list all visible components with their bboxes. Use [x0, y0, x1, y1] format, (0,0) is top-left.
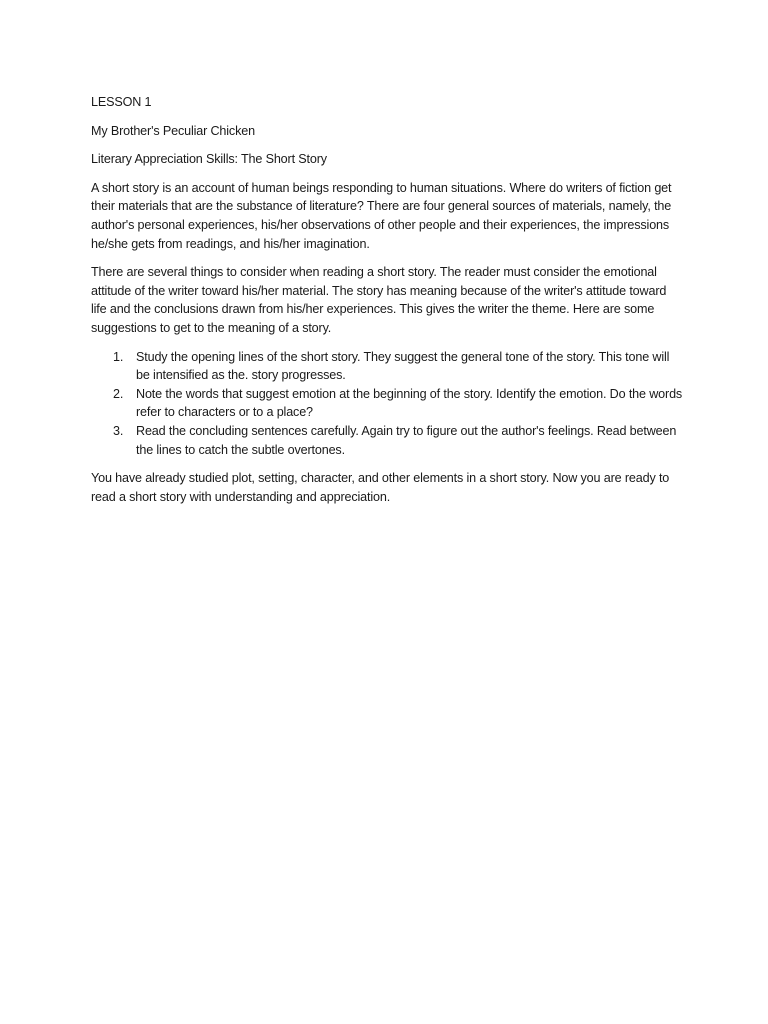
list-item-number: 3.: [113, 423, 124, 438]
list-item-text: Read the concluding sentences carefully. Again try to figure out the author's feelings. Read between the lines to catch the subtle overtones.: [136, 423, 677, 457]
list-item-number: 2.: [113, 386, 124, 401]
section-title: Literary Appreciation Skills: The Short Story: [91, 152, 327, 167]
list-item: [91, 385, 683, 422]
intro-paragraph: A short story is an account of human beings responding to human situations. Where do writers of fiction get their materials that are the substance of literature? There are four general sources of materials, namely, the author's personal experiences, his/her observations of other people and their experiences, the impressions he/she gets from readings, and his/her imagination.: [91, 180, 672, 251]
list-item-text: Study the opening lines of the short story. They suggest the general tone of the story. This tone will be intensified as the. story progresses.: [136, 349, 670, 383]
closing-paragraph: You have already studied plot, setting, character, and other elements in a short story. Now you are ready to read a short story with understanding and appreciation.: [91, 471, 670, 504]
story-title: My Brother's Peculiar Chicken: [91, 123, 255, 138]
document-page: [91, 93, 683, 516]
considerations-paragraph: There are several things to consider when reading a short story. The reader must consider the emotional attitude of the writer toward his/her material. The story has meaning because of the writer's attitude toward life and the conclusions drawn from his/her experiences. This gives the writer the theme. Here are some suggestions to get to the meaning of a story.: [91, 265, 667, 335]
list-item: [91, 348, 683, 385]
list-item-number: 1.: [113, 349, 124, 364]
list-item-text: Note the words that suggest emotion at the beginning of the story. Identify the emotion. Do the words refer to characters or to a place?: [136, 386, 683, 420]
list-item: [91, 422, 683, 459]
suggestions-list: [91, 348, 683, 460]
lesson-label: LESSON 1: [91, 95, 152, 109]
